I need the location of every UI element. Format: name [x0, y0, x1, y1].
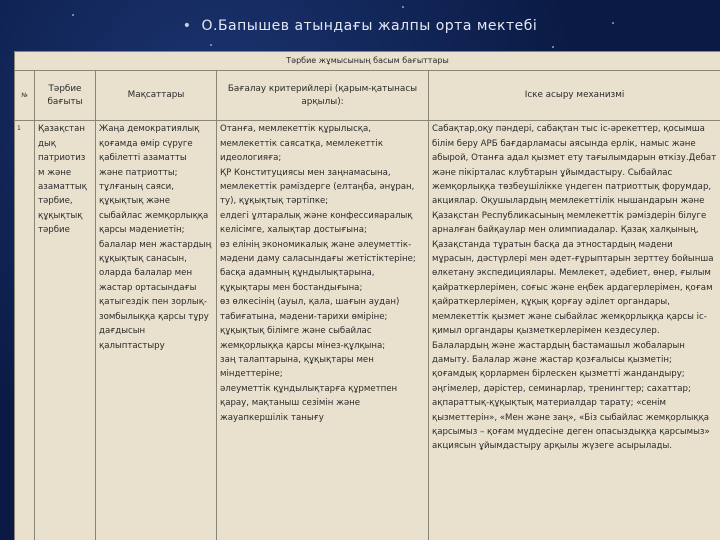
decorative-star: [402, 6, 404, 8]
column-header-number: №: [15, 71, 35, 121]
decorative-star: [552, 46, 554, 48]
row-goals: Жаңа демократиялық қоғамда өмір сүруге қабілетті азаматты және патриотты; тұлғаның саяси, құқықтық және сыбайлас жемқорлыққа қарсы мәдениетін; балалар мен жастардың құқықтық санасын, оларда балалар мен жастар ортасындағы қатыгездік пен зорлық-зомбылыққа қарсы тұру дағдысын қалыптастыру: [96, 121, 217, 540]
row-mechanism: Сабақтар,оқу пәндері, сабақтан тыс іс-әрекеттер, қосымша білім беру АРБ бағдарламасы аясында ерлік, намыс және абырой, Отанға адал қызмет ету тағылымдарын өткізу.Дебат және пікірталас клубтарын ұйымдастыру. Сыбайлас жемқорлыққа төзбеушілікке үндеген патриоттық форумдар, акциялар. Оқушылардың мемлекеттілік нышандарын және Қазақстан Республикасының мемлекеттік рәміздерін білуге арналған байқаулар мен олимпиадалар. Қазақ халқының, Қазақстанда тұратын басқа да этностардың мәдени мұрасын, дәстүрлері мен әдет-ғұрыптарын зерттеу бойынша өлкетану экспедициялары. Мемлекет, әдебиет, өнер, ғылым қайраткерлерімен, соғыс және еңбек ардагерлерімен, қоғам қайраткерлерімен, құқық қорғау әділет органдары, мемлекеттік қызмет және сыбайлас жемқорлыққа қарсы іс-қимыл органдары қызметкерлерімен кездесулер. Балалардың және жастардың бастамашыл жобаларын дамыту. Балалар және жастар қозғалысы қызметін; қоғамдық қорлармен бірлескен қызметті жандандыру; әңгімелер, дәрістер, семинарлар, тренингтер; сахаттар; ақпараттық-құқықтық материалдар тарату; «сенім қызметтерін», «Мен және заң», «Біз сыбайлас жемқорлыққа қарсымыз – қоғам мүддесіне деген опасыздыққа қарсымыз» акциясын ұйымдастыру арқылы жүзеге асырылады.: [429, 121, 720, 540]
title-bullet-icon: •: [182, 18, 192, 34]
table-span-header-row: [15, 52, 720, 71]
criteria-item: өз өлкесінің (ауыл, қала, шағын аудан) табиғатына, мәдени-тарихи өміріне;: [220, 297, 400, 322]
table-row: [15, 121, 720, 540]
criteria-item: ҚР Конституциясы мен заңнамасына, мемлекеттік рәміздерге (елтаңба, әнұран, ту), құқықтық тәртіпке;: [220, 167, 415, 207]
criteria-item: басқа адамның құндылықтарына, құқықтары мен бостандығына;: [220, 268, 375, 293]
criteria-item: Отанға, мемлекеттік құрылысқа, мемлекеттік саясатқа, мемлекеттік идеологияға;: [220, 124, 384, 164]
title-text: О.Бапышев атындағы жалпы орта мектебі: [201, 18, 538, 34]
criteria-item: елдегі ұлтаралық және конфессияаралық келісімге, халықтар достығына;: [220, 210, 413, 236]
table-header-row: [15, 71, 720, 121]
row-direction: Қазақстан дық патриотиз м және азаматтық тәрбие, құқықтық тәрбие: [35, 121, 96, 540]
slide-title: [0, 18, 720, 34]
row-criteria: [217, 121, 429, 540]
criteria-item: өз елінің экономикалық және әлеуметтік-мәдени даму саласындағы жетістіктеріне;: [220, 239, 416, 265]
span-header: Тәрбие жұмысының басым бағыттары: [15, 52, 720, 71]
priorities-table-container: [14, 51, 720, 540]
criteria-item: заң талаптарына, құқықтары мен міндеттеріне;: [220, 354, 374, 380]
row-number: 1: [15, 121, 35, 540]
column-header-direction: Тәрбие бағыты: [35, 71, 96, 121]
priorities-table: [14, 51, 720, 540]
criteria-item: құқықтық білімге және сыбайлас жемқорлыққа қарсы мінез-құлқына;: [220, 326, 386, 351]
decorative-star: [72, 14, 74, 16]
column-header-mechanism: Іске асыру механизмі: [429, 71, 720, 121]
criteria-item: әлеуметтік құндылықтарға құрметпен қарау, мақтаныш сезімін және жауапкершілік танығу: [220, 383, 398, 423]
column-header-goals: Мақсаттары: [96, 71, 217, 121]
decorative-star: [210, 44, 212, 46]
column-header-criteria: Бағалау критерийлері (қарым-қатынасы арқылы):: [217, 71, 429, 121]
